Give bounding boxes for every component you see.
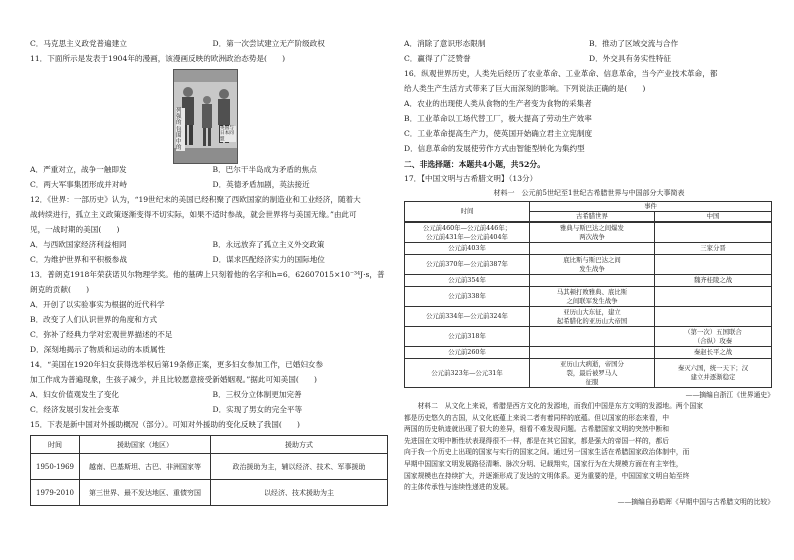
q12-line-3: 见，一战时期的美国( )	[30, 225, 120, 234]
material2-line: 的主体传承性与连续性递进的发展。	[404, 483, 513, 492]
q12-option-b: B．永远放弃了孤立主义外交政策	[212, 240, 325, 249]
q13-option-d: D．深刻地揭示了物质和运动的本质属性	[30, 345, 166, 354]
table-row	[31, 480, 388, 506]
table-row	[31, 454, 388, 480]
q11-option-d: D．英德矛盾加剧，英法接近	[212, 180, 310, 189]
q15-options-row1	[404, 38, 774, 50]
table-row	[405, 255, 772, 275]
q15-options-row2	[404, 53, 774, 65]
q14-option-a: A．妇女价值观发生了变化	[30, 390, 120, 399]
q16-option-a: A．农业的出现使人类从食物的生产者变为食物的采集者	[404, 99, 592, 108]
events-cell-greece: 底比斯与斯巴达之间 发生战争	[530, 255, 655, 275]
events-cell-china: 秦赵长平之战	[655, 347, 772, 359]
citation-2: ——摘编自孙皓晖《早期中国与古希腊文明的比较》	[617, 497, 774, 506]
events-cell-greece: 马其顿打败雅典、底比斯 之间联军发生战争	[530, 287, 655, 307]
q13-line-2: 朗克的贡献( )	[30, 285, 90, 294]
events-cell-china: （第一次）五国联合 （合纵）攻秦	[655, 327, 772, 347]
q10-option-c: C．马克思主义政党普遍建立	[30, 39, 127, 48]
material2-line: 向于我一个历史上出现的国家与实行的国家之间。通过另一国家生活在希腊国家政治体制中，而	[404, 448, 690, 457]
aid-cell-method: 以经济、技术援助为主	[211, 480, 388, 506]
events-cell-time: 公元前260年	[405, 347, 530, 359]
q13-option-c: C．弥补了经典力学对宏观世界描述的不足	[30, 330, 173, 339]
q14-options-row2	[30, 404, 395, 416]
q16-option-b: B．工业革命以工场代替工厂，极大提高了劳动生产效率	[404, 114, 592, 123]
q15-option-c: C．赢得了广泛赞誉	[404, 54, 471, 63]
q14-line-1: 14．“美国在1920年妇女获得选举权后第19条修正案，更多妇女参加工作，已婚妇女参	[30, 360, 324, 369]
events-cell-greece: 雅典与斯巴达之间爆发 两次战争	[530, 223, 655, 243]
material2-line: 国家规模也在持续扩大，并逐渐形成了发达的文明体系。更为重要的是，中国国家文明自始至终	[404, 471, 690, 480]
q15-option-a: A．消除了意识形态限制	[404, 39, 486, 48]
aid-table	[30, 435, 388, 506]
table-row	[405, 243, 772, 255]
events-cell-time: 公元前370年—公元前387年	[405, 255, 530, 275]
q10-option-d: D．第一次尝试建立无产阶级政权	[212, 39, 325, 48]
aid-cell-countries: 第三世界、最不发达地区、重债穷国	[80, 480, 211, 506]
events-cell-time: 公元前354年	[405, 275, 530, 287]
q12-option-a: A．与西欧国家经济利益相同	[30, 240, 127, 249]
material2-line: 都是历史悠久的古国，从文化底蕴上来说二者有着同样的底蕴。但以国家的形态来看，中	[404, 413, 670, 422]
political-cartoon-image	[173, 69, 238, 164]
q13-line-1: 13．普朗克1918年荣获诺贝尔物理学奖。他的墓碑上只刻着他的名字和h=6．62607015×10⁻³⁴J·s，普	[30, 270, 385, 279]
events-header-time: 时间	[405, 202, 530, 222]
events-cell-greece	[530, 327, 655, 347]
q15-option-d: D．外交具有务实性特征	[589, 54, 672, 63]
q13-option-a: A．开创了以实验事实为根据的近代科学	[30, 300, 165, 309]
events-header-events: 事件	[530, 202, 772, 212]
events-header-greece: 古希腊世界	[530, 212, 655, 222]
events-cell-time: 公元前460年—公元前446年； 公元前431年—公元前404年	[405, 223, 530, 243]
q16-line-2: 给人类生产生活方式带来了巨大而深刻的影响。下列说法正确的是( )	[404, 84, 646, 93]
q14-option-c: C．经济发展引发社会变革	[30, 405, 120, 414]
aid-cell-countries: 越南、巴基斯坦、古巴、非洲国家等	[80, 454, 211, 480]
q12-line-1: 12．《世界：一部历史》认为，“19世纪末的美国已经积聚了西欧国家的制造业和工业经济，随着大	[30, 195, 361, 204]
events-cell-china: 秦灭六国，统一天下；汉 建立并逐渐稳定	[655, 359, 772, 388]
events-table-rows	[405, 223, 772, 388]
events-cell-time: 公元前323年—公元31年	[405, 359, 530, 388]
right-column	[404, 38, 774, 508]
q14-options-row1	[30, 389, 395, 401]
aid-cell-time: 1979-2010	[31, 480, 80, 506]
aid-cell-method: 政治援助为主，辅以经济、技术、军事援助	[211, 454, 388, 480]
q14-line-2: 加工作成为普遍现象，生孩子减少，并且比较愿意接受新婚姻观。”据此可知美国( )	[30, 375, 317, 384]
q16-line-1: 16．纵观世界历史，人类先后经历了农业革命、工业革命、信息革命，当今产业技术革命，都	[404, 69, 718, 78]
aid-header-time: 时间	[31, 436, 80, 454]
q12-options-row2	[30, 254, 395, 266]
events-cell-china	[655, 287, 772, 307]
table-row	[405, 347, 772, 359]
events-cell-time: 公元前318年	[405, 327, 530, 347]
table-row	[405, 307, 772, 327]
q13-option-b: B．改变了人们认识世界的角度和方式	[30, 315, 158, 324]
events-cell-china: 三家分晋	[655, 243, 772, 255]
table-row	[405, 275, 772, 287]
section-heading: 二、非选择题：本题共4小题，共52分。	[404, 160, 546, 169]
table-row	[405, 327, 772, 347]
table-row	[405, 359, 772, 388]
material2-line: 早期中国国家文明发展路径清晰、脉次分明、记载翔实，国家行为在大规模方面在有主宰性，	[404, 459, 683, 468]
q16-option-d: D．信息革命的发展使劳作方式由智能型转化为集约型	[404, 144, 585, 153]
events-cell-greece	[530, 243, 655, 255]
events-table	[404, 201, 772, 222]
material2-line: 材料二 从文化上来说，希腊是西方文化的发源地，而我们中国是东方文明的发源地。两个国家	[417, 402, 704, 410]
material1-title: 材料一 公元前5世纪至1世纪古希腊世界与中国部分大事简表	[493, 189, 685, 197]
citation-1: ——摘编自浙江《世界通史》	[685, 391, 774, 399]
events-cell-china	[655, 223, 772, 243]
events-cell-time: 公元前403年	[405, 243, 530, 255]
q12-option-c: C．为维护世界和平积极参战	[30, 255, 127, 264]
q11-options-row2	[30, 179, 395, 191]
events-table-body	[404, 222, 772, 388]
q16-option-c: C．工业革命提高生产力，使英国开始确立君主立宪制度	[404, 129, 593, 138]
aid-table-header	[31, 436, 388, 454]
events-cell-china	[655, 307, 772, 327]
q17-title: 17．【中国文明与古希腊文明】（13分）	[404, 174, 538, 183]
q11-options-row1	[30, 164, 395, 176]
aid-header-countries: 援助国家（地区）	[80, 436, 211, 454]
q14-option-b: B．三权分立体制更加完善	[212, 390, 302, 399]
cartoon-caption-right: 英国与日本同盟	[220, 126, 236, 142]
q11-option-c: C．两大军事集团形成并对峙	[30, 180, 127, 189]
q15-option-b: B．推动了区域交流与合作	[589, 39, 679, 48]
material2-line: 先进国在文明中断性状表现得很不一样，都是在其它国家，都是强大的帝国一样的，都后	[404, 436, 670, 445]
events-cell-time: 公元前338年	[405, 287, 530, 307]
q10-options	[30, 38, 395, 50]
table-row	[405, 223, 772, 243]
q12-option-d: D．谋求匹配经济实力的国际地位	[212, 255, 325, 264]
events-cell-china	[655, 255, 772, 275]
aid-header-method: 援助方式	[211, 436, 388, 454]
table-row	[405, 287, 772, 307]
q15-stem: 15．下表是新中国对外援助概况（部分）。可知对外援助的变化反映了我国( )	[30, 420, 300, 429]
events-cell-greece	[530, 275, 655, 287]
aid-cell-time: 1950-1969	[31, 454, 80, 480]
events-header-1	[405, 202, 772, 212]
events-cell-greece: 亚历山大东征，建立 起希腊化的亚历山大帝国	[530, 307, 655, 327]
q11-option-b: B．巴尔干半岛成为矛盾的焦点	[212, 165, 317, 174]
material2	[404, 401, 774, 494]
events-cell-china: 魏齐桂陵之战	[655, 275, 772, 287]
events-header-china: 中国	[655, 212, 772, 222]
q11-option-a: A．严重对立，战争一触即发	[30, 165, 127, 174]
events-cell-greece	[530, 347, 655, 359]
cartoon-caption-left: 列强的包围中的	[176, 108, 185, 151]
events-cell-time: 公元前334年—公元前324年	[405, 307, 530, 327]
q12-options-row1	[30, 239, 395, 251]
q11-stem: 11．下面所示是发表于1904年的漫画，该漫画反映的欧洲政治态势是( )	[30, 54, 286, 63]
q14-option-d: D．实现了男女的完全平等	[212, 405, 303, 414]
events-cell-greece: 亚历山大病逝，帝国分 裂，最后被罗马人 征服	[530, 359, 655, 388]
q12-line-2: 战转续进行，孤立主义政策逐渐变得不切实际，如果不适时参战，就会世界将与美国无缘。”由此可	[30, 210, 357, 219]
material2-line: 两国的历史轨迹就出现了很大的差异，细看不难发现问题。古希腊国家文明的突然中断和	[404, 425, 670, 434]
